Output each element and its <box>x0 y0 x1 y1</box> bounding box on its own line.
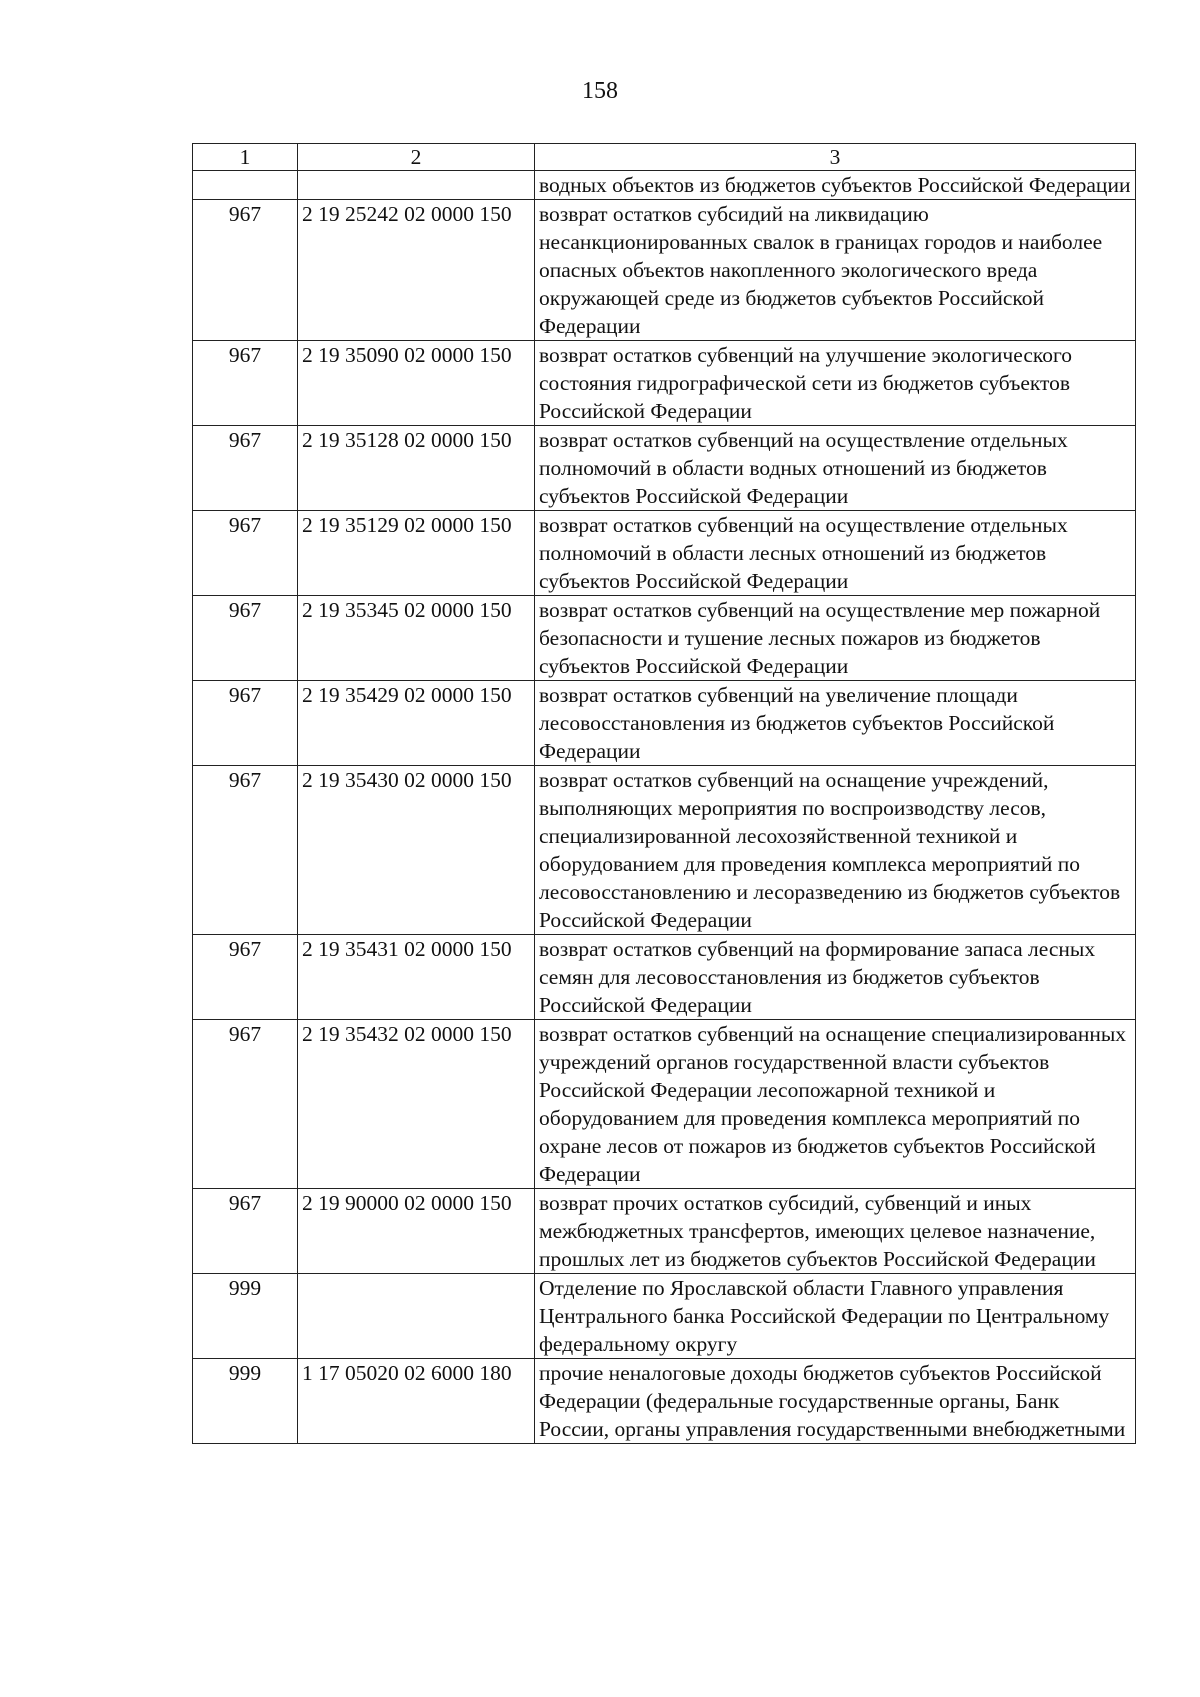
income-name-cell: Отделение по Ярославской области Главного управления Центрального банка Российской Федерации по Центральному федеральному округу <box>535 1274 1136 1359</box>
income-name-cell: возврат остатков субвенций на увеличение площади лесовосстановления из бюджетов субъектов Российской Федерации <box>535 681 1136 766</box>
admin-code-cell: 967 <box>193 681 298 766</box>
table-row <box>193 171 1136 200</box>
page-number: 158 <box>582 78 618 104</box>
budget-code-cell: 2 19 35128 02 0000 150 <box>298 426 535 511</box>
column-header-1: 1 <box>193 144 298 171</box>
budget-code-cell: 2 19 25242 02 0000 150 <box>298 200 535 341</box>
income-name-cell: прочие неналоговые доходы бюджетов субъектов Российской Федерации (федеральные государственные органы, Банк России, органы управления государственными внебюджетными <box>535 1359 1136 1444</box>
budget-codes-table <box>192 143 1136 1444</box>
table-row <box>193 511 1136 596</box>
budget-code-cell: 2 19 35430 02 0000 150 <box>298 766 535 935</box>
budget-code-cell: 2 19 90000 02 0000 150 <box>298 1189 535 1274</box>
income-name-cell: возврат остатков субвенций на улучшение экологического состояния гидрографической сети из бюджетов субъектов Российской Федерации <box>535 341 1136 426</box>
table-row <box>193 341 1136 426</box>
budget-code-cell: 2 19 35429 02 0000 150 <box>298 681 535 766</box>
admin-code-cell: 967 <box>193 1020 298 1189</box>
admin-code-cell: 967 <box>193 766 298 935</box>
budget-code-cell: 2 19 35431 02 0000 150 <box>298 935 535 1020</box>
income-name-cell: возврат остатков субвенций на формирование запаса лесных семян для лесовосстановления из бюджетов субъектов Российской Федерации <box>535 935 1136 1020</box>
budget-code-cell: 2 19 35432 02 0000 150 <box>298 1020 535 1189</box>
budget-code-cell: 2 19 35345 02 0000 150 <box>298 596 535 681</box>
income-name-cell: возврат остатков субсидий на ликвидацию несанкционированных свалок в границах городов и наиболее опасных объектов накопленного экологического вреда окружающей среде из бюджетов субъектов Российской Федерации <box>535 200 1136 341</box>
column-header-3: 3 <box>535 144 1136 171</box>
budget-code-cell <box>298 1274 535 1359</box>
admin-code-cell: 967 <box>193 935 298 1020</box>
table-row <box>193 766 1136 935</box>
admin-code-cell: 967 <box>193 200 298 341</box>
table-row <box>193 1274 1136 1359</box>
budget-code-cell: 2 19 35129 02 0000 150 <box>298 511 535 596</box>
table-row <box>193 200 1136 341</box>
column-header-2: 2 <box>298 144 535 171</box>
table-row <box>193 1359 1136 1444</box>
table-row <box>193 1020 1136 1189</box>
income-name-cell: возврат остатков субвенций на осуществление отдельных полномочий в области лесных отношений из бюджетов субъектов Российской Федерации <box>535 511 1136 596</box>
admin-code-cell: 967 <box>193 426 298 511</box>
budget-code-cell: 1 17 05020 02 6000 180 <box>298 1359 535 1444</box>
income-name-cell: возврат остатков субвенций на осуществление отдельных полномочий в области водных отношений из бюджетов субъектов Российской Федерации <box>535 426 1136 511</box>
table-row <box>193 681 1136 766</box>
income-name-cell: возврат остатков субвенций на осуществление мер пожарной безопасности и тушение лесных пожаров из бюджетов субъектов Российской Федерации <box>535 596 1136 681</box>
income-name-cell: водных объектов из бюджетов субъектов Российской Федерации <box>535 171 1136 200</box>
income-name-cell: возврат остатков субвенций на оснащение учреждений, выполняющих мероприятия по воспроизводству лесов, специализированной лесохозяйственной техникой и оборудованием для проведения комплекса мероприятий по лесовосстановлению и лесоразведению из бюджетов субъектов Российской Федерации <box>535 766 1136 935</box>
admin-code-cell: 999 <box>193 1274 298 1359</box>
table-row <box>193 1189 1136 1274</box>
budget-code-cell: 2 19 35090 02 0000 150 <box>298 341 535 426</box>
admin-code-cell: 967 <box>193 1189 298 1274</box>
admin-code-cell: 967 <box>193 511 298 596</box>
income-name-cell: возврат прочих остатков субсидий, субвенций и иных межбюджетных трансфертов, имеющих целевое назначение, прошлых лет из бюджетов субъектов Российской Федерации <box>535 1189 1136 1274</box>
budget-code-cell <box>298 171 535 200</box>
admin-code-cell: 999 <box>193 1359 298 1444</box>
table-row <box>193 426 1136 511</box>
income-name-cell: возврат остатков субвенций на оснащение специализированных учреждений органов государственной власти субъектов Российской Федерации лесопожарной техникой и оборудованием для проведения комплекса мероприятий по охране лесов от пожаров из бюджетов субъектов Российской Федерации <box>535 1020 1136 1189</box>
admin-code-cell <box>193 171 298 200</box>
admin-code-cell: 967 <box>193 596 298 681</box>
table-row <box>193 935 1136 1020</box>
admin-code-cell: 967 <box>193 341 298 426</box>
table-row <box>193 596 1136 681</box>
table-header-row <box>193 144 1136 171</box>
